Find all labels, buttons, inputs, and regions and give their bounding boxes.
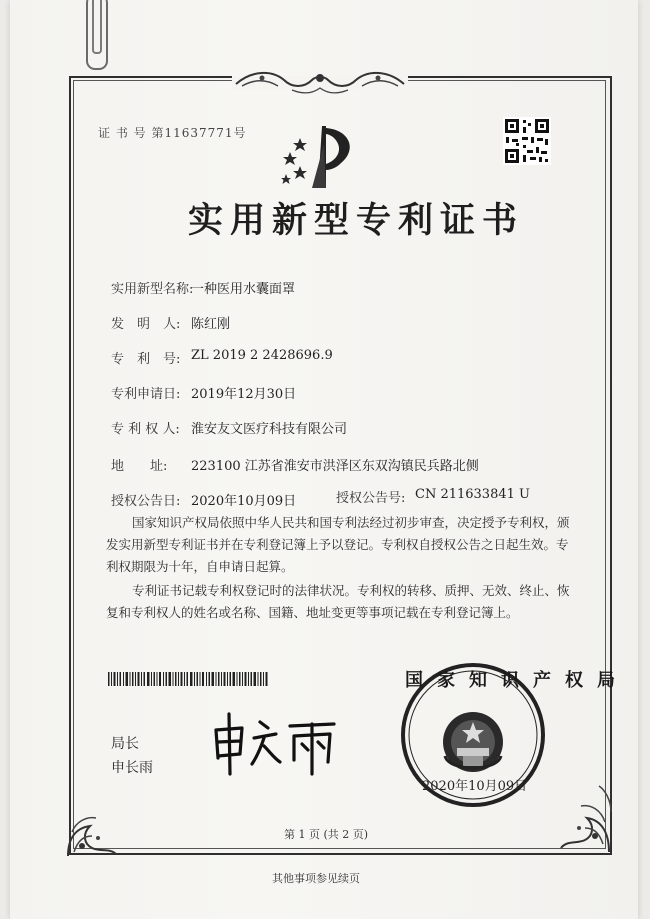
continuation-note: 其他事项参见续页 [272,872,360,885]
grant-date-value: 2020年10月09日 [191,494,297,509]
legal-status-paragraph: 专利证书记载专利权登记时的法律状况。专利权的转移、质押、无效、终止、恢复和专利权人的姓名或名称、国籍、地址变更等事项记载在专利登记簿上。 [106,583,570,620]
director-title: 局长 [111,736,139,752]
address-label: 地 址: [111,459,168,474]
top-ornament-icon [232,66,408,98]
inventor-value: 陈红刚 [191,317,231,332]
seal-date: 2020年10月09日 [422,779,528,794]
director-signature-icon [208,708,348,780]
patentee-value: 淮安友文医疗科技有限公司 [191,422,348,437]
application-date-value: 2019年12月30日 [191,387,297,402]
patentee-label: 专 利 权 人: [111,422,180,437]
bottom-right-ornament-icon [555,782,617,860]
seal-organization: 国家知识产权局 [405,670,629,691]
utility-model-name-label: 实用新型名称: [111,282,194,297]
qr-code-icon [503,117,551,165]
grant-paragraph: 国家知识产权局依照中华人民共和国专利法经过初步审查，决定授予专利权，颁发实用新型专利证书并在专利登记簿上予以登记。专利权自授权公告之日起生效。专利权期限为十年，自申请日起算。 [106,515,570,574]
utility-model-name-value: 一种医用水囊面罩 [191,282,296,297]
certificate-number: 证 书 号 第11637771号 [98,126,247,140]
patent-number-label: 专 利 号: [111,352,181,367]
certificate-title: 实用新型专利证书 [188,200,525,241]
bottom-left-ornament-icon [62,808,122,862]
barcode-icon [108,672,268,686]
page-indicator: 第 1 页 (共 2 页) [284,828,369,841]
grant-date-label: 授权公告日: [111,494,181,509]
application-date-label: 专利申请日: [111,387,181,402]
director-name: 申长雨 [111,760,153,776]
grant-number-label: 授权公告号: [336,491,406,506]
paper-clip-inner [92,0,102,54]
patent-number-value: ZL 2019 2 2428696.9 [191,348,333,363]
grant-number-value: CN 211633841 U [415,487,530,502]
patent-office-emblem-icon [278,124,368,194]
address-value: 223100 江苏省淮安市洪泽区东双沟镇民兵路北侧 [191,459,479,474]
inventor-label: 发 明 人: [111,317,181,332]
